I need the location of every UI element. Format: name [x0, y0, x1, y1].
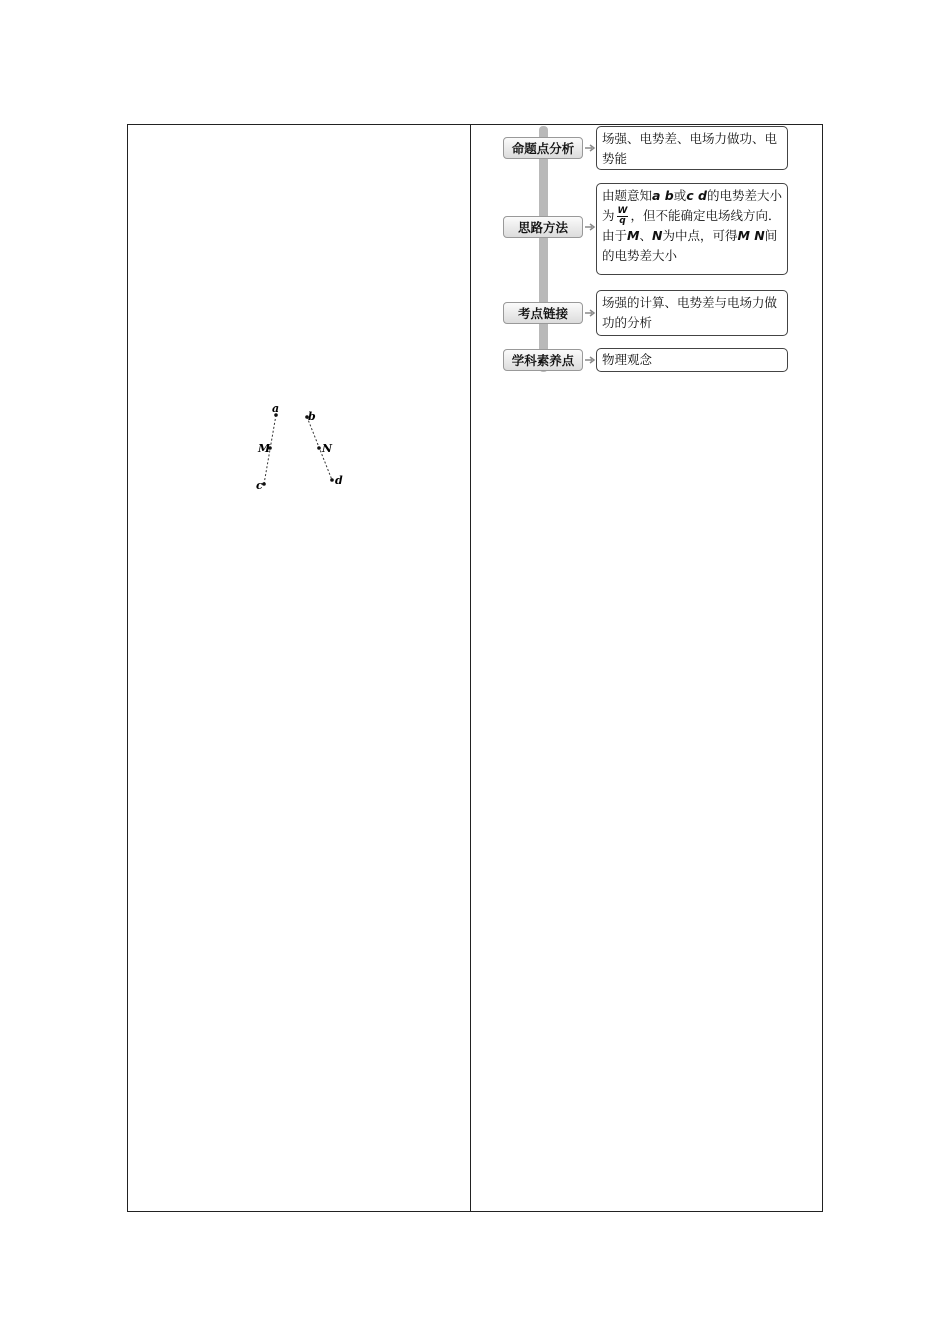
method-text-7: 间的电势差大小	[602, 228, 778, 263]
method-text-6: 为中点，可得	[662, 228, 738, 243]
label-m: M	[258, 442, 271, 455]
arrow-right-icon	[585, 356, 596, 364]
label-c: c	[256, 479, 263, 492]
method-mn: M N	[737, 228, 765, 243]
method-ab: a b	[652, 188, 674, 203]
method-text-4: ，但不能确定电场线方向．由于	[602, 208, 781, 243]
label-d: d	[335, 474, 343, 487]
method-cd: c d	[686, 188, 707, 203]
label-b: b	[308, 410, 316, 423]
timeline-spine	[539, 126, 548, 372]
fraction-w-over-q: $\frac{W}{q}$	[617, 206, 628, 226]
tag-method: 思路方法	[503, 216, 583, 238]
method-text-3: 的电势差大小为	[602, 188, 783, 223]
arrow-right-icon	[585, 223, 596, 231]
method-text-2: 或	[673, 188, 687, 203]
box-link: 场强的计算、电势差与电场力做功的分析	[596, 290, 788, 336]
point-n	[317, 446, 321, 450]
method-text-1: 由题意知	[602, 188, 653, 203]
question-table	[127, 124, 823, 1212]
tag-link: 考点链接	[503, 302, 583, 324]
arrow-right-icon	[585, 309, 596, 317]
label-a: a	[272, 404, 280, 415]
point-diagram	[246, 404, 356, 494]
arrow-right-icon	[585, 144, 596, 152]
method-n: N	[651, 228, 663, 243]
point-d	[330, 478, 334, 482]
tag-analysis: 命题点分析	[503, 137, 583, 159]
box-literacy: 物理观念	[596, 348, 788, 372]
method-text-5: 、	[639, 228, 652, 243]
tag-literacy: 学科素养点	[503, 349, 583, 371]
point-c	[262, 482, 266, 486]
column-divider	[470, 124, 471, 1212]
label-n: N	[322, 442, 333, 455]
method-m: M	[627, 228, 640, 243]
box-analysis: 场强、电势差、电场力做功、电势能	[596, 126, 788, 170]
box-method	[596, 183, 788, 275]
